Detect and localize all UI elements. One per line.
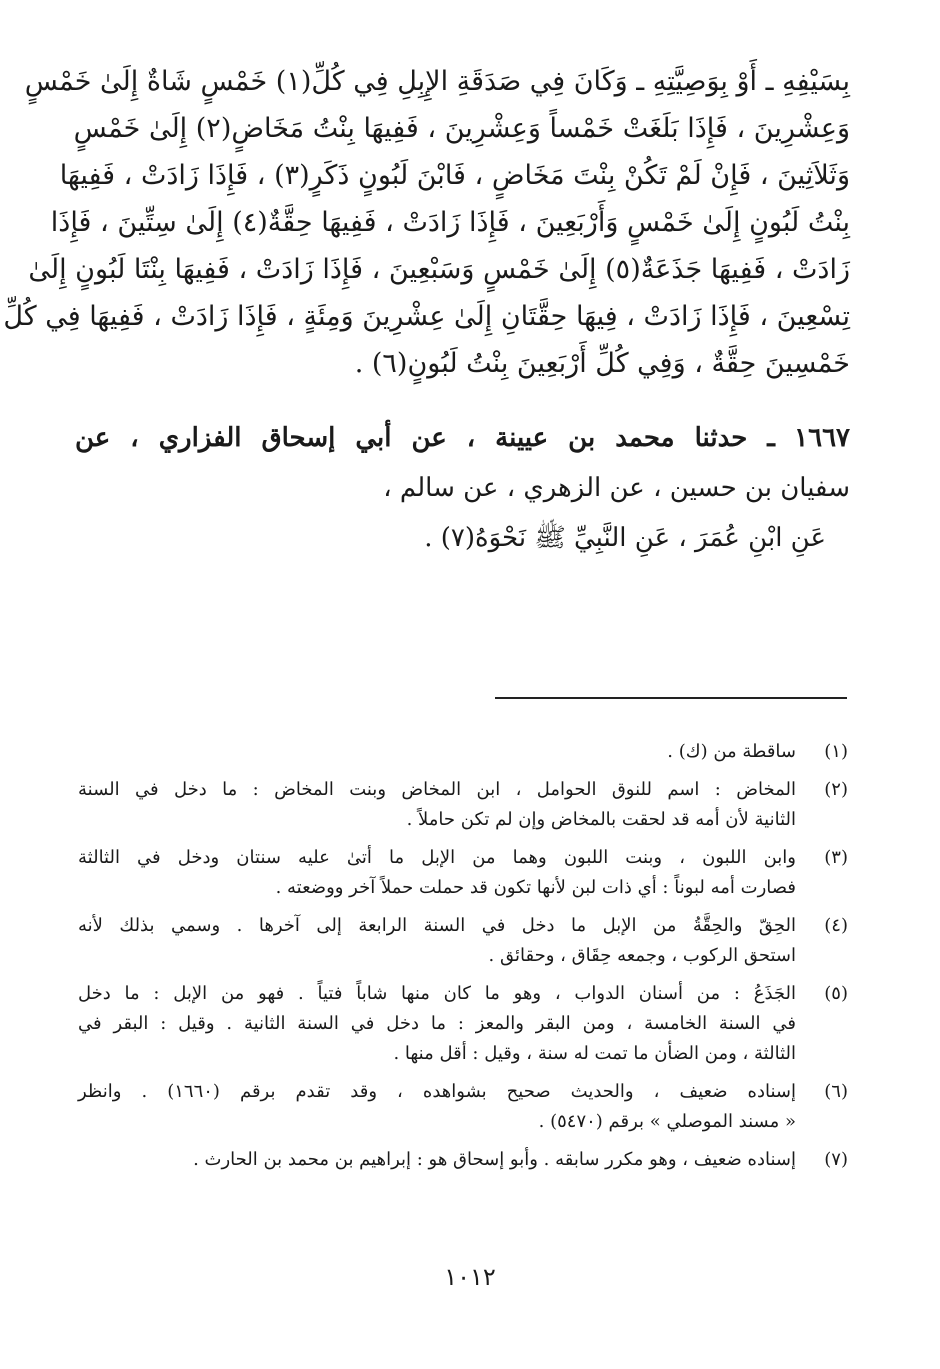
footnote-item <box>78 775 848 835</box>
footnote-item <box>78 1077 848 1137</box>
main-text-line: وَعِشْرِينَ ، فَإِذَا بَلَغَتْ خَمْساً وَعِشْرِينَ ، فَفِيهَا بِنْتُ مَخَاضٍ(٢) إِلَىٰ خَمْسٍ <box>73 113 850 144</box>
page-number: ١٠١٢ <box>444 1263 496 1291</box>
hadith-block <box>75 413 850 563</box>
footnote-line: الثالثة ، ومن الضأن ما تمت له سنة ، وقيل : أقل منها . <box>393 1043 796 1064</box>
main-text-line: خَمْسِينَ حِقَّةٌ ، وَفِي كُلِّ أَرْبَعِينَ بِنْتُ لَبُونٍ(٦) . <box>354 348 850 379</box>
main-text-line: زَادَتْ ، فَفِيهَا جَذَعَةٌ(٥) إِلَىٰ خَمْسٍ وَسَبْعِينَ ، فَإِذَا زَادَتْ ، فَفِيهَا بِنْتَا لَبُونٍ إِلَىٰ <box>28 254 850 285</box>
footnote-line: استحق الركوب ، وجمعه حِقَاق ، وحقائق . <box>488 945 796 966</box>
footnote-divider <box>495 697 847 699</box>
footnote-line: المخاض : اسم للنوق الحوامل ، ابن المخاض وبنت المخاض : ما دخل في السنة <box>78 779 796 800</box>
footnote-item <box>78 843 848 903</box>
main-text-line: تِسْعِينَ ، فَإِذَا زَادَتْ ، فِيهَا حِقَّتَانِ إِلَىٰ عِشْرِينَ وَمِئَةٍ ، فَإِذَا زَادَتْ ، فَفِيهَا فِي كُلِّ <box>3 301 850 332</box>
footnote-number: (٧) <box>824 1149 848 1170</box>
footnote-line: الحِقّ والحِقَّةُ من الإبل ما دخل في السنة الرابعة إلى آخرها . وسمي بذلك لأنه <box>78 915 796 936</box>
footnote-line: الثانية لأن أمه قد لحقت بالمخاض وإن لم تكن حاملاً . <box>406 809 796 830</box>
footnote-line: إسناده ضعيف ، والحديث صحيح بشواهده ، وقد تقدم برقم (١٦٦٠) . وانظر <box>78 1081 797 1102</box>
footnote-line: في السنة الخامسة ، ومن البقر والمعز : ما دخل في السنة الثانية . وقيل : البقر في <box>78 1013 796 1034</box>
footnote-line: فصارت أمه لبوناً : أي ذات لبن لأنها تكون قد حملت حملاً آخر ووضعته . <box>275 877 796 898</box>
hadith-line: عَنِ ابْنِ عُمَرَ ، عَنِ النَّبِيِّ ﷺ نَحْوَهُ(٧) . <box>424 523 826 553</box>
footnote-line: « مسند الموصلي » برقم (٥٤٧٠) . <box>538 1111 796 1132</box>
main-text-line: وَثَلاَثِينَ ، فَإِنْ لَمْ تَكُنْ بِنْتَ مَخَاضٍ ، فَابْنَ لَبُونٍ ذَكَرٍ(٣) ، فَإِذَا زَادَتْ ، فَفِيهَا <box>59 160 850 191</box>
main-text-line: بِسَيْفِهِ ـ أَوْ بِوَصِيَّتِهِ ـ وَكَانَ فِي صَدَقَةِ الإِبِلِ فِي كُلِّ(١) خَمْسٍ شَاةٌ إِلَىٰ خَمْسٍ <box>24 66 850 97</box>
hadith-line: سفيان بن حسين ، عن الزهري ، عن سالم ، <box>383 473 850 503</box>
footnote-number: (٣) <box>824 847 848 868</box>
main-text-block <box>3 58 850 563</box>
footnote-item <box>78 737 848 767</box>
footnote-number: (١) <box>824 741 848 762</box>
footnote-number: (٦) <box>824 1081 848 1102</box>
main-text-line: بِنْتُ لَبُونٍ إِلَىٰ خَمْسٍ وَأَرْبَعِينَ ، فَإِذَا زَادَتْ ، فَفِيهَا حِقَّةٌ(٤) إِلَىٰ سِتِّينَ ، فَإِذَا <box>50 207 850 238</box>
footnote-line: إسناده ضعيف ، وهو مكرر سابقه . وأبو إسحاق هو : إبراهيم بن محمد بن الحارث . <box>193 1149 796 1170</box>
footnote-item <box>78 911 848 971</box>
footnote-number: (٤) <box>824 915 848 936</box>
footnote-number: (٥) <box>824 983 848 1004</box>
footnote-item <box>78 979 848 1069</box>
footnote-line: وابن اللبون ، وبنت اللبون وهما من الإبل ما أتىٰ عليه سنتان ودخل في الثالثة <box>78 847 796 868</box>
footnote-line: الجَذَعُ : من أسنان الدواب ، وهو ما كان منها شاباً فتياً . فهو من الإبل : ما دخل <box>78 983 796 1004</box>
hadith-line <box>75 413 850 463</box>
footnote-number: (٢) <box>824 779 848 800</box>
footnotes <box>78 737 848 1183</box>
footnote-item <box>78 1145 848 1175</box>
footnote-line: ساقطة من (ك) . <box>667 741 796 762</box>
hadith-intro: ـ حدثنا محمد بن عيينة ، عن أبي إسحاق الفزاري ، عن <box>75 423 775 453</box>
hadith-number: ١٦٦٧ <box>794 423 850 453</box>
